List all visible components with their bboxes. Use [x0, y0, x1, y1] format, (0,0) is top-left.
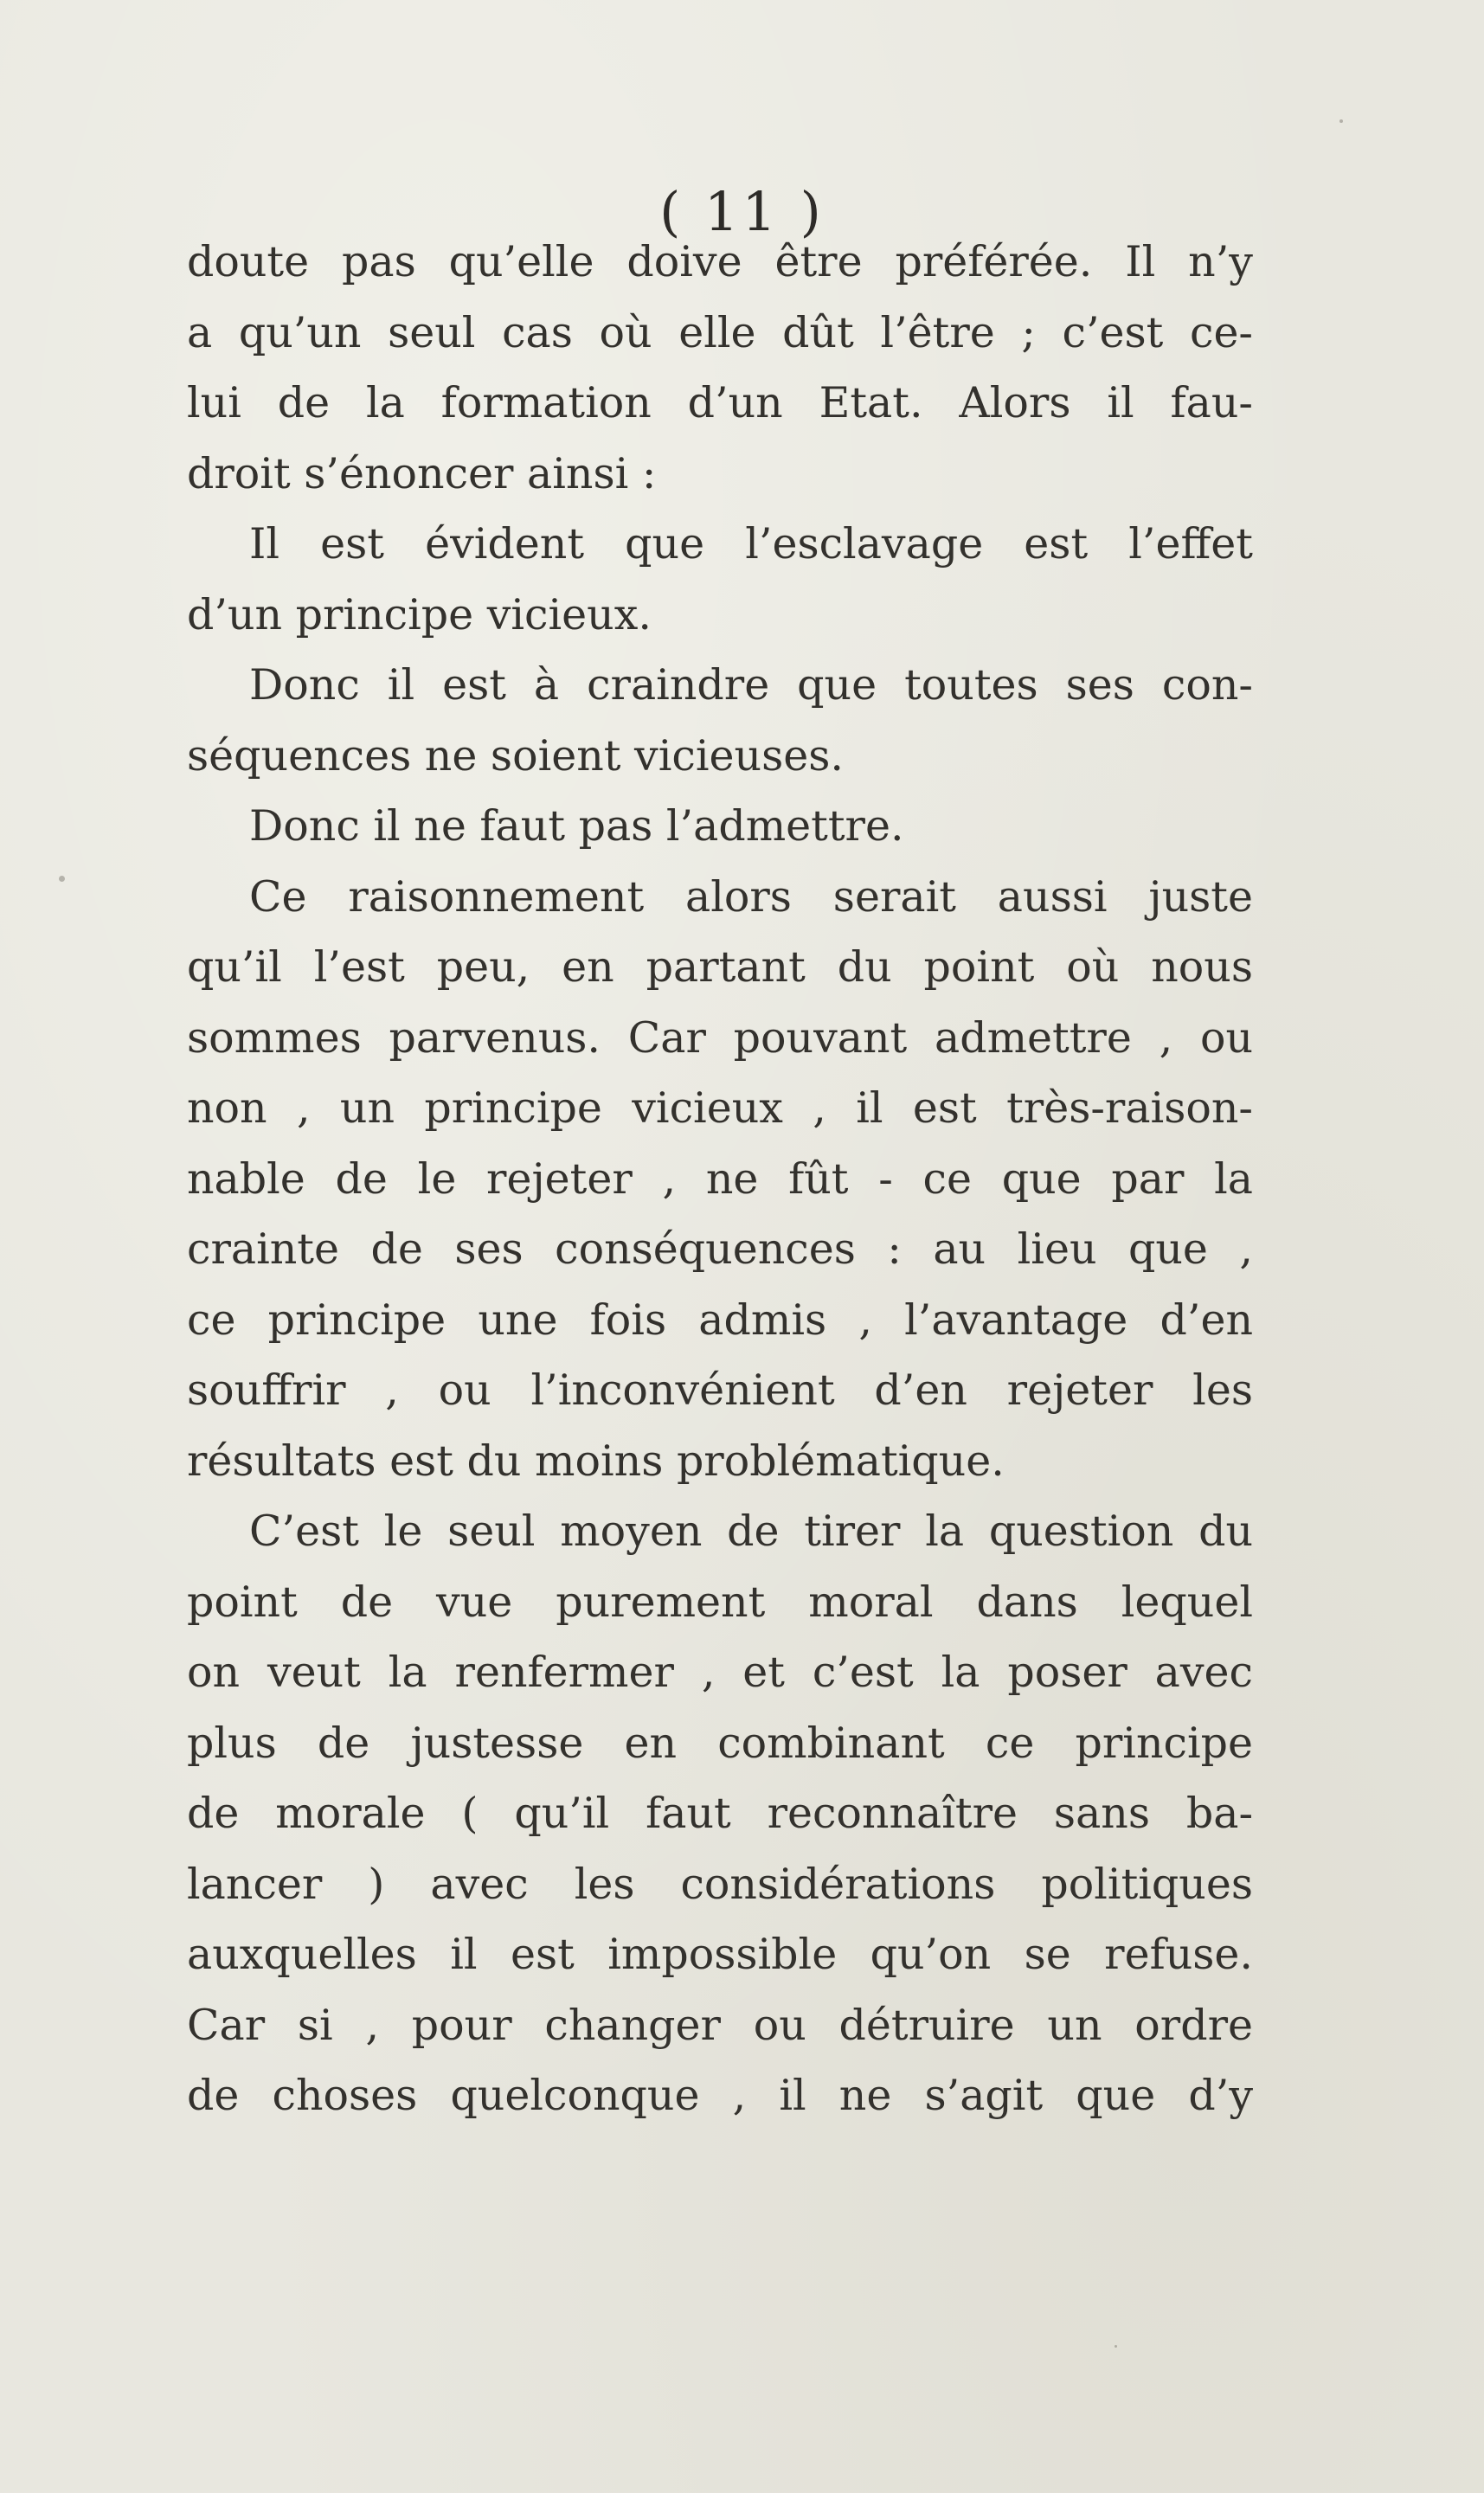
text-line: de choses quelconque , il ne s’agit que d’y: [187, 2071, 1253, 2120]
text-line: Donc il est à craindre que toutes ses con-: [249, 660, 1253, 710]
text-line: ce principe une fois admis , l’avantage d’en: [187, 1295, 1253, 1345]
text-line: crainte de ses conséquences : au lieu que ,: [187, 1224, 1253, 1274]
text-line: nable de le rejeter , ne fût - ce que par la: [187, 1153, 1253, 1204]
text-line: auxquelles il est impossible qu’on se refuse.: [187, 1930, 1253, 1979]
text-line: point de vue purement moral dans lequel: [187, 1577, 1253, 1627]
page-number: ( 11 ): [659, 180, 825, 243]
text-line: on veut la renfermer , et c’est la poser avec: [187, 1648, 1253, 1697]
text-line: Ce raisonnement alors serait aussi juste: [249, 871, 1253, 922]
paper-speck: [59, 876, 65, 882]
text-line: lui de la formation d’un Etat. Alors il fau-: [187, 378, 1253, 427]
text-line: lancer ) avec les considérations politiques: [187, 1859, 1253, 1909]
text-line: d’un principe vicieux.: [187, 589, 652, 639]
body-text: [187, 227, 1253, 2131]
text-line: Car si , pour changer ou détruire un ordre: [187, 2000, 1253, 2050]
text-line: Donc il ne faut pas l’admettre.: [249, 801, 904, 851]
text-line: non , un principe vicieux , il est très-raison-: [187, 1083, 1253, 1133]
text-line: souffrir , ou l’inconvénient d’en rejeter les: [187, 1365, 1253, 1415]
text-line: qu’il l’est peu, en partant du point où nous: [187, 942, 1253, 992]
text-line: séquences ne soient vicieuses.: [187, 730, 844, 781]
text-line: Il est évident que l’esclavage est l’effet: [249, 519, 1253, 569]
text-line: doute pas qu’elle doive être préférée. Il n’y: [187, 237, 1253, 286]
text-line: droit s’énoncer ainsi :: [187, 448, 657, 498]
text-line: C’est le seul moyen de tirer la question du: [249, 1507, 1253, 1556]
paper-speck: [1115, 2345, 1117, 2348]
text-line: de morale ( qu’il faut reconnaître sans ba-: [187, 1789, 1253, 1838]
text-line: a qu’un seul cas où elle dût l’être ; c’est ce-: [187, 307, 1253, 357]
paper-speck: [1339, 119, 1343, 123]
text-line: plus de justesse en combinant ce principe: [187, 1718, 1253, 1768]
text-line: résultats est du moins problématique.: [187, 1436, 1005, 1486]
text-line: sommes parvenus. Car pouvant admettre , ou: [187, 1012, 1253, 1063]
